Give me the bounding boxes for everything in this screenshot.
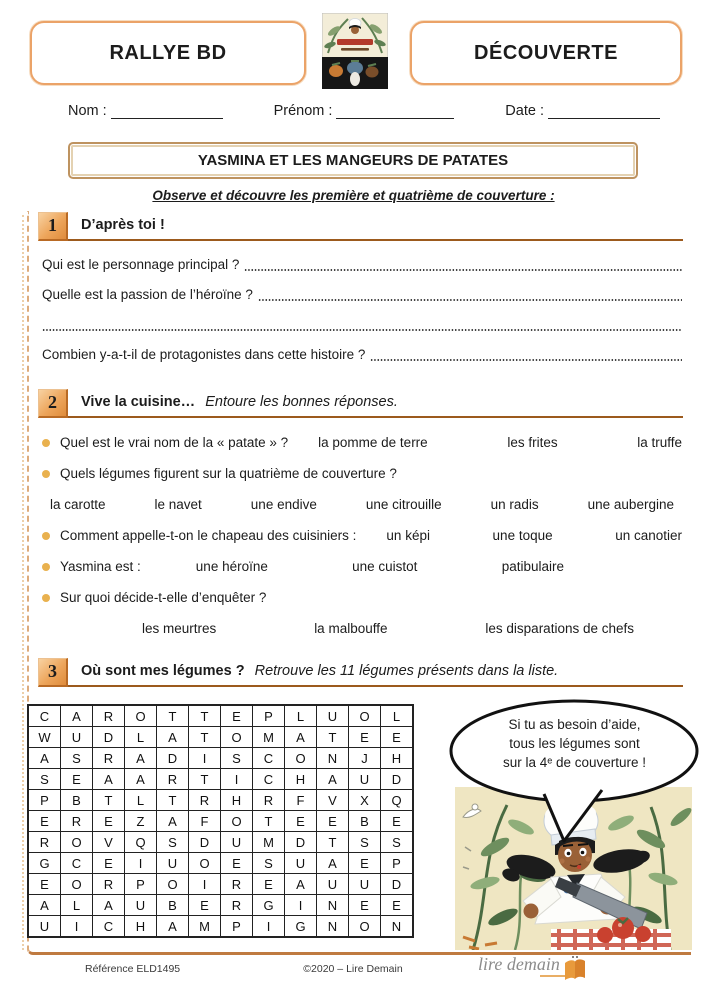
answer-choice[interactable]: la pomme de terre xyxy=(318,435,428,450)
letter-cell[interactable]: U xyxy=(61,727,93,748)
letter-cell[interactable]: L xyxy=(125,790,157,811)
letter-cell[interactable]: E xyxy=(61,769,93,790)
letter-cell[interactable]: O xyxy=(125,705,157,727)
letter-cell[interactable]: E xyxy=(93,853,125,874)
question-text: Quels légumes figurent sur la quatrième de couverture ? xyxy=(60,466,397,481)
letter-cell[interactable]: C xyxy=(61,853,93,874)
question-text: Quel est le vrai nom de la « patate » ? xyxy=(60,435,289,450)
speech-bubble-line: Si tu as besoin d’aide, xyxy=(508,717,641,732)
letter-cell[interactable]: S xyxy=(157,832,189,853)
question-line xyxy=(42,582,682,613)
answer-choice[interactable]: une cuistot xyxy=(352,559,418,574)
letter-cell[interactable]: P xyxy=(221,916,253,938)
section1-header xyxy=(38,211,683,241)
prenom-label: Prénom : xyxy=(273,103,333,119)
date-group xyxy=(505,103,660,119)
letter-cell[interactable]: U xyxy=(349,769,381,790)
letter-cell[interactable]: D xyxy=(189,832,221,853)
letter-cell[interactable]: P xyxy=(28,790,61,811)
letter-cell[interactable]: F xyxy=(189,811,221,832)
prenom-input-line[interactable] xyxy=(336,103,454,119)
answer-line xyxy=(42,280,682,310)
letter-cell[interactable]: Q xyxy=(125,832,157,853)
logo-subtext-mark xyxy=(540,975,566,977)
letter-cell[interactable]: H xyxy=(285,769,317,790)
letter-cell[interactable]: I xyxy=(221,769,253,790)
letter-cell[interactable]: N xyxy=(317,895,349,916)
section3-title xyxy=(81,663,558,679)
letter-cell[interactable]: T xyxy=(253,811,285,832)
speech-bubble-line: sur la 4ᵉ de couverture ! xyxy=(502,755,647,770)
answer-choice[interactable]: un radis xyxy=(490,497,539,512)
letter-cell[interactable]: E xyxy=(93,811,125,832)
letter-cell[interactable]: S xyxy=(253,853,285,874)
letter-cell[interactable]: P xyxy=(125,874,157,895)
letter-cell[interactable]: E xyxy=(349,853,381,874)
answer-choice[interactable]: patibulaire xyxy=(501,559,564,574)
letter-cell[interactable]: U xyxy=(317,874,349,895)
letter-cell[interactable]: O xyxy=(221,727,253,748)
word-search-row xyxy=(28,874,413,895)
prenom-group xyxy=(274,103,455,119)
letter-cell[interactable]: W xyxy=(28,727,61,748)
letter-cell[interactable]: A xyxy=(28,895,61,916)
answer-line xyxy=(42,250,682,280)
bullet-icon xyxy=(42,563,50,571)
question-text: Sur quoi décide-t-elle d’enquêter ? xyxy=(60,590,267,605)
letter-cell[interactable]: E xyxy=(221,853,253,874)
letter-cell[interactable]: A xyxy=(125,748,157,769)
letter-cell[interactable]: U xyxy=(28,916,61,938)
rallye-bd-label: RALLYE BD xyxy=(109,41,227,64)
question-text: Yasmina est : xyxy=(60,559,141,574)
answer-choice[interactable]: la truffe xyxy=(637,435,682,450)
word-search-row xyxy=(28,769,413,790)
answer-choice[interactable]: la carotte xyxy=(50,497,106,512)
letter-cell[interactable]: S xyxy=(349,832,381,853)
letter-cell[interactable]: O xyxy=(285,748,317,769)
speech-bubble-line: tous les légumes sont xyxy=(509,736,640,751)
answer-choice[interactable]: une héroïne xyxy=(195,559,268,574)
letter-cell[interactable]: I xyxy=(189,748,221,769)
question-line xyxy=(42,520,682,551)
decouverte-label: DÉCOUVERTE xyxy=(474,41,618,64)
letter-cell[interactable]: O xyxy=(189,853,221,874)
answer-choice[interactable]: une citrouille xyxy=(365,497,442,512)
letter-cell[interactable]: N xyxy=(317,748,349,769)
letter-cell[interactable]: T xyxy=(189,727,221,748)
book-cover-illustration xyxy=(322,13,388,89)
letter-cell[interactable]: E xyxy=(253,874,285,895)
answer-choice[interactable]: un canotier xyxy=(615,528,682,543)
letter-cell[interactable]: E xyxy=(221,705,253,727)
question-line xyxy=(42,458,682,489)
letter-cell[interactable]: L xyxy=(61,895,93,916)
question-text: Qui est le personnage principal ? xyxy=(42,257,240,272)
bullet-icon xyxy=(42,532,50,540)
letter-cell[interactable]: L xyxy=(381,705,414,727)
lire-demain-logo-text: lire demain xyxy=(478,954,560,974)
letter-cell[interactable]: T xyxy=(157,790,189,811)
section1-title: D’après toi ! xyxy=(81,217,165,233)
letter-cell[interactable]: D xyxy=(381,769,414,790)
letter-cell[interactable]: U xyxy=(125,895,157,916)
word-search-row xyxy=(28,895,413,916)
letter-cell[interactable]: A xyxy=(93,895,125,916)
letter-cell[interactable]: B xyxy=(349,811,381,832)
letter-cell[interactable]: A xyxy=(28,748,61,769)
letter-cell[interactable]: M xyxy=(253,832,285,853)
word-search-row xyxy=(28,832,413,853)
letter-cell[interactable]: I xyxy=(61,916,93,938)
letter-cell[interactable]: S xyxy=(381,832,414,853)
rallye-bd-box xyxy=(30,21,306,85)
choices-group xyxy=(141,559,682,574)
letter-cell[interactable]: A xyxy=(285,727,317,748)
bullet-icon xyxy=(42,594,50,602)
letter-cell[interactable]: D xyxy=(93,727,125,748)
answer-dots-line[interactable] xyxy=(370,358,682,362)
answer-line xyxy=(42,340,682,370)
letter-cell[interactable]: A xyxy=(317,853,349,874)
letter-cell[interactable]: G xyxy=(28,853,61,874)
question-line xyxy=(42,551,682,582)
lire-demain-logo xyxy=(478,953,587,981)
letter-cell[interactable]: R xyxy=(221,874,253,895)
word-search-row xyxy=(28,790,413,811)
answer-choice[interactable]: le navet xyxy=(154,497,202,512)
word-search-grid xyxy=(27,704,414,938)
letter-cell[interactable]: Z xyxy=(125,811,157,832)
letter-cell[interactable]: C xyxy=(253,769,285,790)
letter-cell[interactable]: O xyxy=(61,874,93,895)
letter-cell[interactable]: V xyxy=(93,832,125,853)
nom-input-line[interactable] xyxy=(111,103,223,119)
letter-cell[interactable]: T xyxy=(317,832,349,853)
letter-cell[interactable]: R xyxy=(221,895,253,916)
letter-cell[interactable]: A xyxy=(61,705,93,727)
letter-cell[interactable]: D xyxy=(285,832,317,853)
answer-dots-line[interactable] xyxy=(42,328,682,332)
worksheet-title: YASMINA ET LES MANGEURS DE PATATES xyxy=(197,152,509,169)
letter-cell[interactable]: I xyxy=(125,853,157,874)
letter-cell[interactable]: A xyxy=(157,811,189,832)
answer-choice[interactable]: une endive xyxy=(250,497,317,512)
letter-cell[interactable]: L xyxy=(125,727,157,748)
word-search-row xyxy=(28,727,413,748)
letter-cell[interactable]: E xyxy=(189,895,221,916)
letter-cell[interactable]: A xyxy=(285,874,317,895)
section1-number-badge: 1 xyxy=(38,212,68,241)
letter-cell[interactable]: F xyxy=(285,790,317,811)
letter-cell[interactable]: M xyxy=(253,727,285,748)
choices-group xyxy=(288,435,682,450)
section2-number-badge: 2 xyxy=(38,389,68,418)
letter-cell[interactable]: S xyxy=(28,769,61,790)
letter-cell[interactable]: N xyxy=(317,916,349,938)
letter-cell[interactable]: E xyxy=(381,727,414,748)
section2-title xyxy=(81,394,398,410)
section3-header xyxy=(38,657,683,687)
letter-cell[interactable]: H xyxy=(221,790,253,811)
answer-choice[interactable]: une aubergine xyxy=(587,497,674,512)
decouverte-box xyxy=(410,21,682,85)
word-search-row xyxy=(28,811,413,832)
answer-choice[interactable]: un képi xyxy=(386,528,430,543)
letter-cell[interactable]: R xyxy=(93,705,125,727)
speech-bubble-text xyxy=(447,715,702,772)
letter-cell[interactable]: R xyxy=(93,748,125,769)
letter-cell[interactable]: R xyxy=(28,832,61,853)
section2-title-italic: Entoure les bonnes réponses. xyxy=(205,394,398,410)
question-text: Comment appelle-t-on le chapeau des cuisiniers : xyxy=(60,528,357,543)
date-label: Date : xyxy=(505,103,544,119)
date-input-line[interactable] xyxy=(548,103,660,119)
letter-cell[interactable]: P xyxy=(253,705,285,727)
letter-cell[interactable]: A xyxy=(317,769,349,790)
word-search-row xyxy=(28,853,413,874)
section3-title-bold: Où sont mes légumes ? xyxy=(81,663,245,679)
letter-cell[interactable]: A xyxy=(93,769,125,790)
letter-cell[interactable]: R xyxy=(157,769,189,790)
letter-cell[interactable]: P xyxy=(381,853,414,874)
letter-cell[interactable]: T xyxy=(317,727,349,748)
nom-label: Nom : xyxy=(68,103,107,119)
identity-row xyxy=(68,103,660,119)
letter-cell[interactable]: G xyxy=(253,895,285,916)
section2-header xyxy=(38,388,683,418)
letter-cell[interactable]: E xyxy=(317,811,349,832)
letter-cell[interactable]: U xyxy=(317,705,349,727)
letter-cell[interactable]: D xyxy=(157,748,189,769)
answer-choice[interactable]: les meurtres xyxy=(142,621,217,636)
choices-group xyxy=(42,489,682,520)
letter-cell[interactable]: U xyxy=(157,853,189,874)
question-text: Combien y-a-t-il de protagonistes dans cette histoire ? xyxy=(42,347,366,362)
word-search-row xyxy=(28,705,413,727)
letter-cell[interactable]: R xyxy=(93,874,125,895)
title-banner xyxy=(68,142,638,179)
letter-cell[interactable]: O xyxy=(221,811,253,832)
letter-cell[interactable]: A xyxy=(157,727,189,748)
letter-cell[interactable]: E xyxy=(285,811,317,832)
answer-line xyxy=(42,310,682,340)
word-search-row xyxy=(28,916,413,938)
letter-cell[interactable]: R xyxy=(61,811,93,832)
letter-cell[interactable]: R xyxy=(253,790,285,811)
letter-cell[interactable]: N xyxy=(381,916,414,938)
letter-cell[interactable]: S xyxy=(221,748,253,769)
word-search-row xyxy=(28,748,413,769)
letter-cell[interactable]: S xyxy=(61,748,93,769)
letter-cell[interactable]: O xyxy=(61,832,93,853)
letter-cell[interactable]: I xyxy=(285,895,317,916)
letter-cell[interactable]: E xyxy=(28,811,61,832)
bullet-icon xyxy=(42,439,50,447)
section2-questions xyxy=(42,427,682,644)
letter-cell[interactable]: O xyxy=(157,874,189,895)
letter-cell[interactable]: V xyxy=(317,790,349,811)
answer-dots-line[interactable] xyxy=(258,298,682,302)
letter-cell[interactable]: O xyxy=(349,705,381,727)
reference-text: Référence ELD1495 xyxy=(85,963,181,975)
answer-choice[interactable]: les frites xyxy=(507,435,558,450)
letter-cell[interactable]: E xyxy=(349,727,381,748)
bullet-icon xyxy=(42,470,50,478)
letter-cell[interactable]: O xyxy=(349,916,381,938)
letter-cell[interactable]: J xyxy=(349,748,381,769)
letter-cell[interactable]: E xyxy=(381,895,414,916)
section2-title-bold: Vive la cuisine… xyxy=(81,394,196,410)
section1-questions xyxy=(42,250,682,370)
letter-cell[interactable]: D xyxy=(381,874,414,895)
letter-cell[interactable]: U xyxy=(285,853,317,874)
answer-choice[interactable]: la malbouffe xyxy=(314,621,388,636)
letter-cell[interactable]: L xyxy=(285,705,317,727)
choices-group xyxy=(42,613,682,644)
book-cover-image xyxy=(322,13,388,89)
letter-cell[interactable]: I xyxy=(189,874,221,895)
letter-cell[interactable]: C xyxy=(93,916,125,938)
instruction-line: Observe et découvre les première et quatrième de couverture : xyxy=(152,188,555,203)
letter-cell[interactable]: E xyxy=(28,874,61,895)
letter-cell[interactable]: B xyxy=(157,895,189,916)
answer-choice[interactable]: une toque xyxy=(492,528,553,543)
letter-cell[interactable]: G xyxy=(285,916,317,938)
open-book-icon xyxy=(563,955,587,981)
letter-cell[interactable]: E xyxy=(381,811,414,832)
answer-choice[interactable]: les disparations de chefs xyxy=(485,621,634,636)
letter-cell[interactable]: U xyxy=(349,874,381,895)
nom-group xyxy=(68,103,223,119)
letter-cell[interactable]: R xyxy=(189,790,221,811)
section3-number-badge: 3 xyxy=(38,658,68,687)
letter-cell[interactable]: A xyxy=(157,916,189,938)
letter-cell[interactable]: H xyxy=(125,916,157,938)
choices-group xyxy=(356,528,682,543)
letter-cell[interactable]: B xyxy=(61,790,93,811)
letter-cell[interactable]: T xyxy=(157,705,189,727)
copyright-text: ©2020 – Lire Demain xyxy=(303,963,403,975)
letter-cell[interactable]: C xyxy=(253,748,285,769)
letter-cell[interactable]: T xyxy=(93,790,125,811)
letter-cell[interactable]: I xyxy=(253,916,285,938)
letter-cell[interactable]: T xyxy=(189,705,221,727)
answer-dots-line[interactable] xyxy=(244,268,682,272)
letter-cell[interactable]: U xyxy=(221,832,253,853)
speech-bubble xyxy=(447,698,702,848)
section3-title-italic: Retrouve les 11 légumes présents dans la liste. xyxy=(254,663,559,679)
letter-cell[interactable]: E xyxy=(349,895,381,916)
question-text: Quelle est la passion de l’héroïne ? xyxy=(42,287,253,302)
letter-cell[interactable]: M xyxy=(189,916,221,938)
letter-cell[interactable]: H xyxy=(381,748,414,769)
letter-cell[interactable]: X xyxy=(349,790,381,811)
letter-cell[interactable]: T xyxy=(189,769,221,790)
question-line xyxy=(42,427,682,458)
letter-cell[interactable]: C xyxy=(28,705,61,727)
letter-cell[interactable]: Q xyxy=(381,790,414,811)
letter-cell[interactable]: A xyxy=(125,769,157,790)
